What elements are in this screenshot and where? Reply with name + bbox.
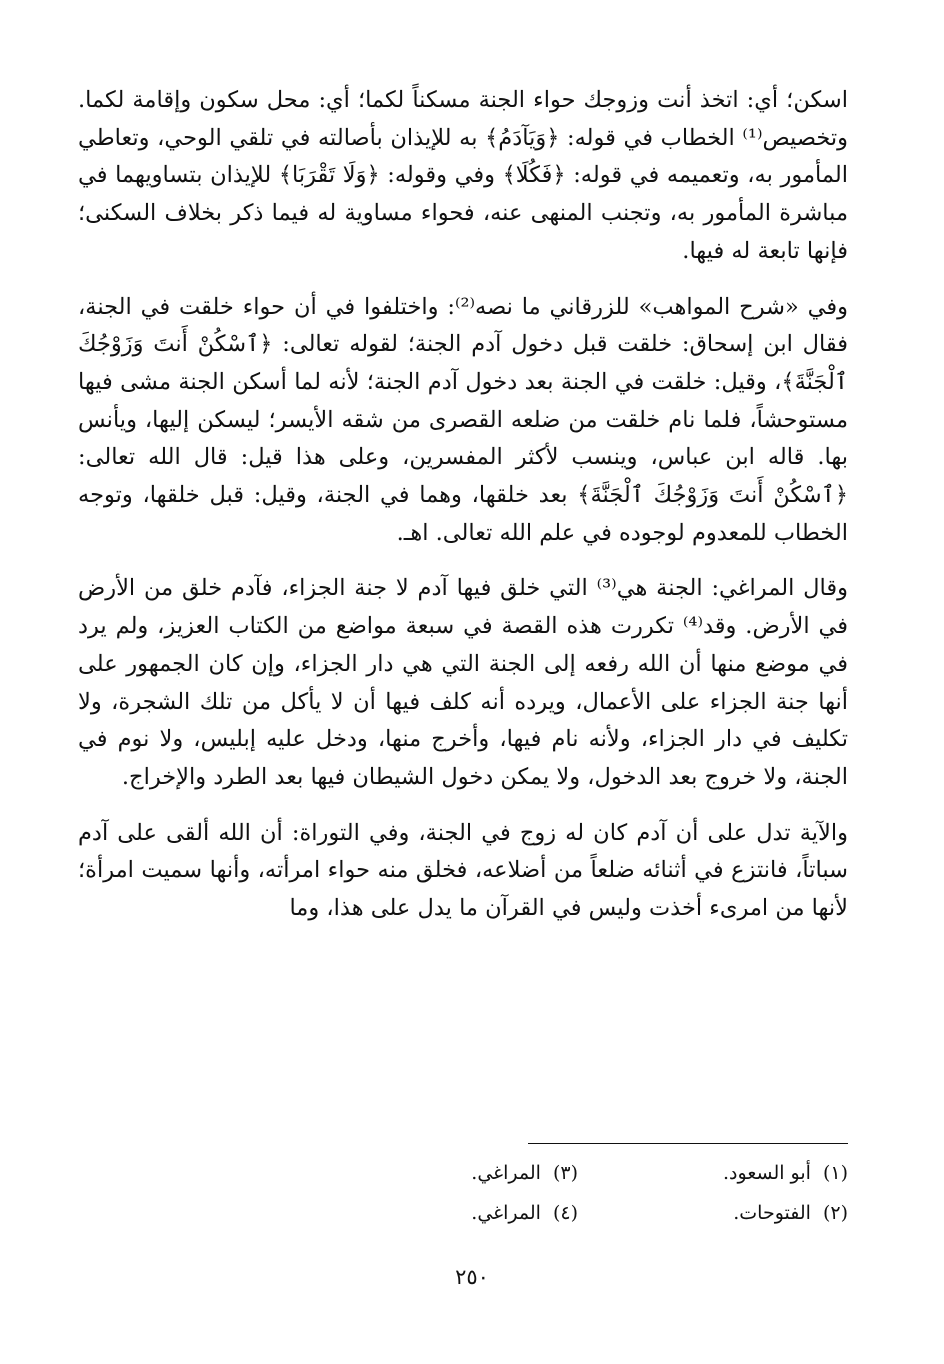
page-number: ٢٥٠ xyxy=(455,1265,489,1289)
footnote-1 xyxy=(578,1158,848,1188)
footnote-3 xyxy=(310,1158,578,1188)
page-body xyxy=(78,82,848,928)
footnote-number: (٣) xyxy=(552,1162,578,1184)
paragraph-4: والآية تدل على أن آدم كان له زوج في الجنة، وفي التوراة: أن الله ألقى على آدم سباتاً، فانتزع في أثنائه ضلعاً من أضلاعه، فخلق منه حواء امرأته، وأنها سميت امرأة؛ لأنها من امرىء أخذت وليس في القرآن ما يدل على هذا، وما xyxy=(78,819,848,922)
footnote-number: (١) xyxy=(822,1162,848,1184)
footnotes xyxy=(310,1158,848,1228)
footnote-4 xyxy=(310,1198,578,1228)
footnote-2 xyxy=(578,1198,848,1228)
footnote-divider xyxy=(528,1143,848,1144)
footnote-number: (٢) xyxy=(822,1202,848,1224)
footnote-text: المراغي. xyxy=(471,1162,541,1184)
paragraph-2: وفي «شرح المواهب» للزرقاني ما نصه⁽²⁾: واختلفوا في أن حواء خلقت في الجنة، فقال ابن إسحاق: خلقت قبل دخول آدم الجنة؛ لقوله تعالى: ﴿ٱسْكُنْ أَنتَ وَزَوْجُكَ ٱلْجَنَّةَ﴾، وقيل: خلقت في الجنة بعد دخول آدم الجنة؛ لأنه لما أسكن الجنة مشى فيها مستوحشاً، فلما نام خلقت من ضلعه القصرى من شقه الأيسر؛ ليسكن إليها، ويأنس بها. قاله ابن عباس، وينسب لأكثر المفسرين، وعلى هذا قيل: قال الله تعالى: ﴿ٱسْكُنْ أَنتَ وَزَوْجُكَ ٱلْجَنَّةَ﴾ بعد خلقها، وهما في الجنة، وقيل: قبل خلقها، وتوجه الخطاب للمعدوم لوجوده في علم الله تعالى. اهـ. xyxy=(78,293,848,546)
footnote-text: الفتوحات. xyxy=(733,1202,811,1224)
footnote-number: (٤) xyxy=(552,1202,578,1224)
footnote-text: أبو السعود. xyxy=(723,1162,811,1184)
paragraph-3: وقال المراغي: الجنة هي⁽³⁾ التي خلق فيها آدم لا جنة الجزاء، فآدم خلق من الأرض في الأرض. وقد⁽⁴⁾ تكررت هذه القصة في سبعة مواضع من الكتاب العزيز، ولم يرد في موضع منها أن الله رفعه إلى الجنة التي هي دار الجزاء، وإن كان الجمهور على أنها جنة الجزاء على الأعمال، ويرده أنه كلف فيها أن لا يأكل من تلك الشجرة، ولا تكليف في دار الجزاء، ولأنه نام فيها، وأخرج منها، ودخل عليه إبليس، ولا نوم في الجنة، ولا خروج بعد الدخول، ولا يمكن دخول الشيطان فيها بعد الطرد والإخراج. xyxy=(78,575,849,790)
paragraph-1: اسكن؛ أي: اتخذ أنت وزوجك حواء الجنة مسكناً لكما؛ أي: محل سكون وإقامة لكما. وتخصيص⁽¹⁾ الخطاب في قوله: ﴿وَيَآدَمُ﴾ به للإيذان بأصالته في تلقي الوحي، وتعاطي المأمور به، وتعميمه في قوله: ﴿فَكُلَا﴾ وفي وقوله: ﴿وَلَا تَقْرَبَا﴾ للإيذان بتساويهما في مباشرة المأمور به، وتجنب المنهى عنه، فحواء مساوية له فيما ذكر بخلاف السكنى؛ فإنها تابعة له فيها. xyxy=(78,87,848,264)
footnote-text: المراغي. xyxy=(471,1202,541,1224)
